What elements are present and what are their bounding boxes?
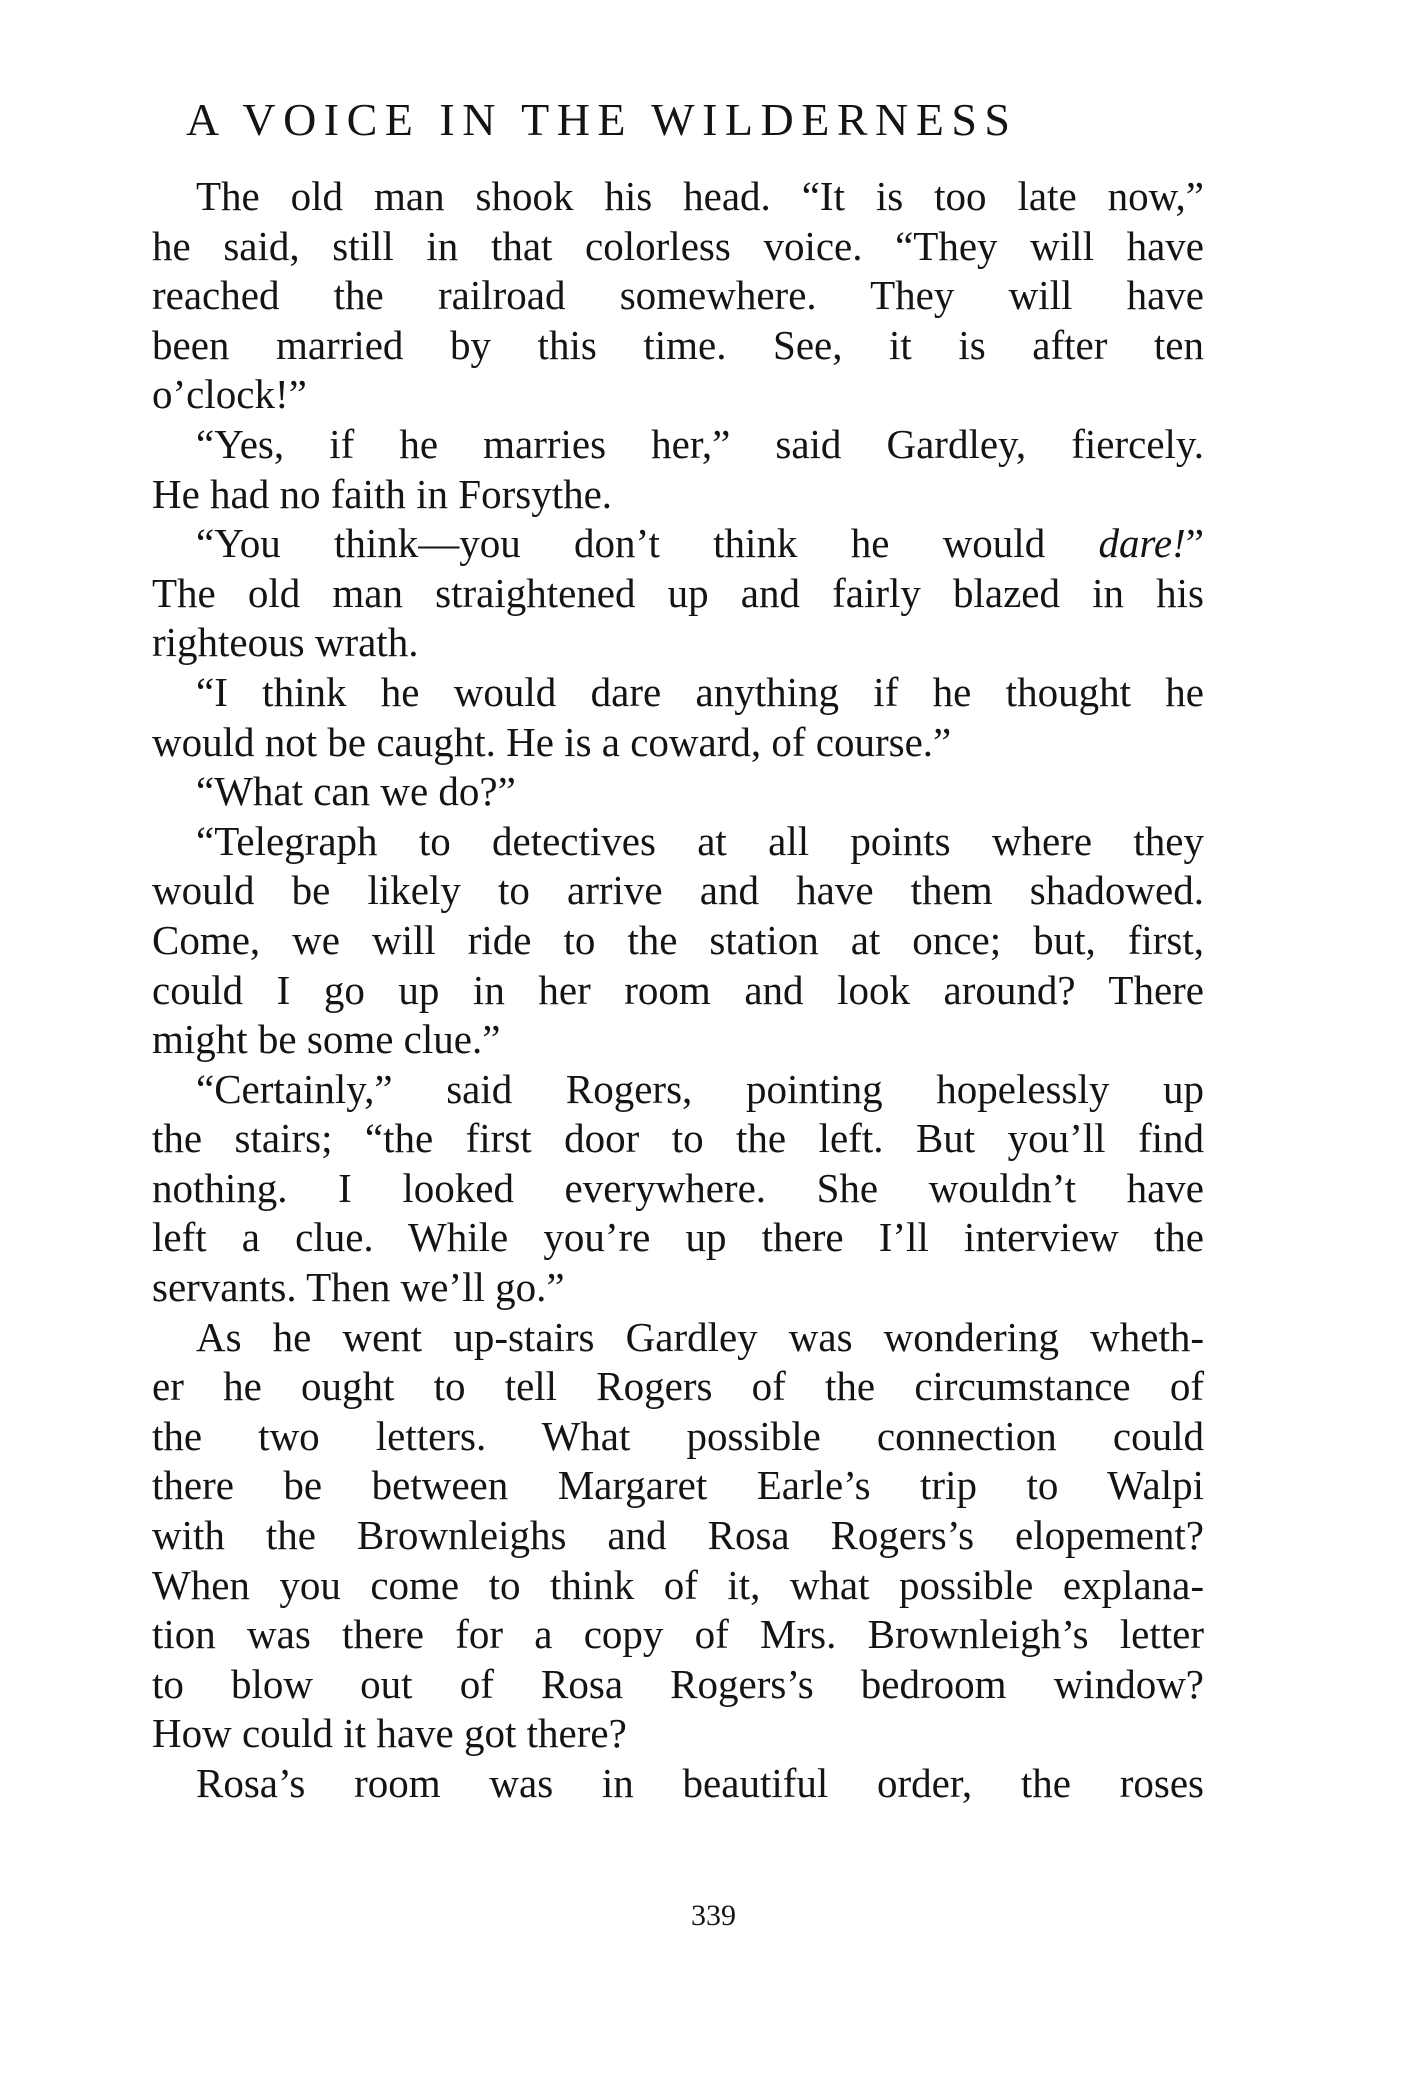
paragraph <box>152 1065 1204 1313</box>
text-line: could I go up in her room and look around? There <box>152 966 1204 1013</box>
text-line: “Certainly,” said Rogers, pointing hopelessly up <box>196 1065 1204 1112</box>
text-line: would be likely to arrive and have them shadowed. <box>152 867 1204 914</box>
text-line: tion was there for a copy of Mrs. Brownleigh’s letter <box>152 1611 1204 1658</box>
text-line: he said, still in that colorless voice. “They will have <box>152 222 1204 269</box>
text-line: “Yes, if he marries her,” said Gardley, fiercely. <box>196 420 1204 467</box>
paragraph <box>152 1313 1204 1759</box>
text-line: been married by this time. See, it is after ten <box>152 321 1204 368</box>
text-line: “You think—you don’t think he would dare!” <box>196 520 1204 567</box>
text-line: to blow out of Rosa Rogers’s bedroom window? <box>152 1660 1204 1707</box>
text-line: might be some clue.” <box>152 1016 501 1063</box>
page-number: 339 <box>691 1899 736 1932</box>
text-line: with the Brownleighs and Rosa Rogers’s elopement? <box>152 1512 1204 1559</box>
text-line: “I think he would dare anything if he thought he <box>196 668 1204 715</box>
paragraph <box>152 817 1204 1065</box>
text-line: “What can we do?” <box>196 768 516 815</box>
text-line: The old man straightened up and fairly blazed in his <box>152 569 1204 616</box>
text-line: The old man shook his head. “It is too late now,” <box>196 173 1204 219</box>
running-head: A VOICE IN THE WILDERNESS <box>186 94 1018 145</box>
text-line: “Telegraph to detectives at all points where they <box>196 817 1204 864</box>
text-line: the stairs; “the first door to the left. But you’ll find <box>152 1115 1204 1162</box>
text-line: nothing. I looked everywhere. She wouldn’t have <box>152 1164 1204 1211</box>
text-line: He had no faith in Forsythe. <box>152 470 613 517</box>
text-line: As he went up-stairs Gardley was wondering wheth- <box>196 1313 1204 1360</box>
text-line: How could it have got there? <box>152 1710 627 1757</box>
text-line: the two letters. What possible connection could <box>152 1412 1204 1459</box>
paragraph <box>152 668 1204 767</box>
body-text <box>152 172 1204 1809</box>
text-line: servants. Then we’ll go.” <box>152 1264 565 1311</box>
paragraph <box>152 1759 1204 1809</box>
text-line: righteous wrath. <box>152 619 419 666</box>
text-line: left a clue. While you’re up there I’ll interview the <box>152 1214 1204 1261</box>
text-line: would not be caught. He is a coward, of course.” <box>152 718 952 765</box>
paragraph <box>152 172 1204 420</box>
text-line: Come, we will ride to the station at once; but, first, <box>152 916 1204 963</box>
text-line: Rosa’s room was in beautiful order, the roses <box>196 1760 1204 1806</box>
text-line: When you come to think of it, what possible explana- <box>152 1561 1204 1608</box>
text-line: reached the railroad somewhere. They will have <box>152 272 1204 319</box>
emphasis: dare! <box>1098 520 1186 567</box>
text-line: er he ought to tell Rogers of the circumstance of <box>152 1363 1204 1410</box>
text-line: o’clock!” <box>152 371 307 418</box>
paragraph <box>152 519 1204 668</box>
paragraph <box>152 767 1204 817</box>
paragraph <box>152 420 1204 519</box>
text-line: there be between Margaret Earle’s trip to Walpi <box>152 1462 1204 1509</box>
